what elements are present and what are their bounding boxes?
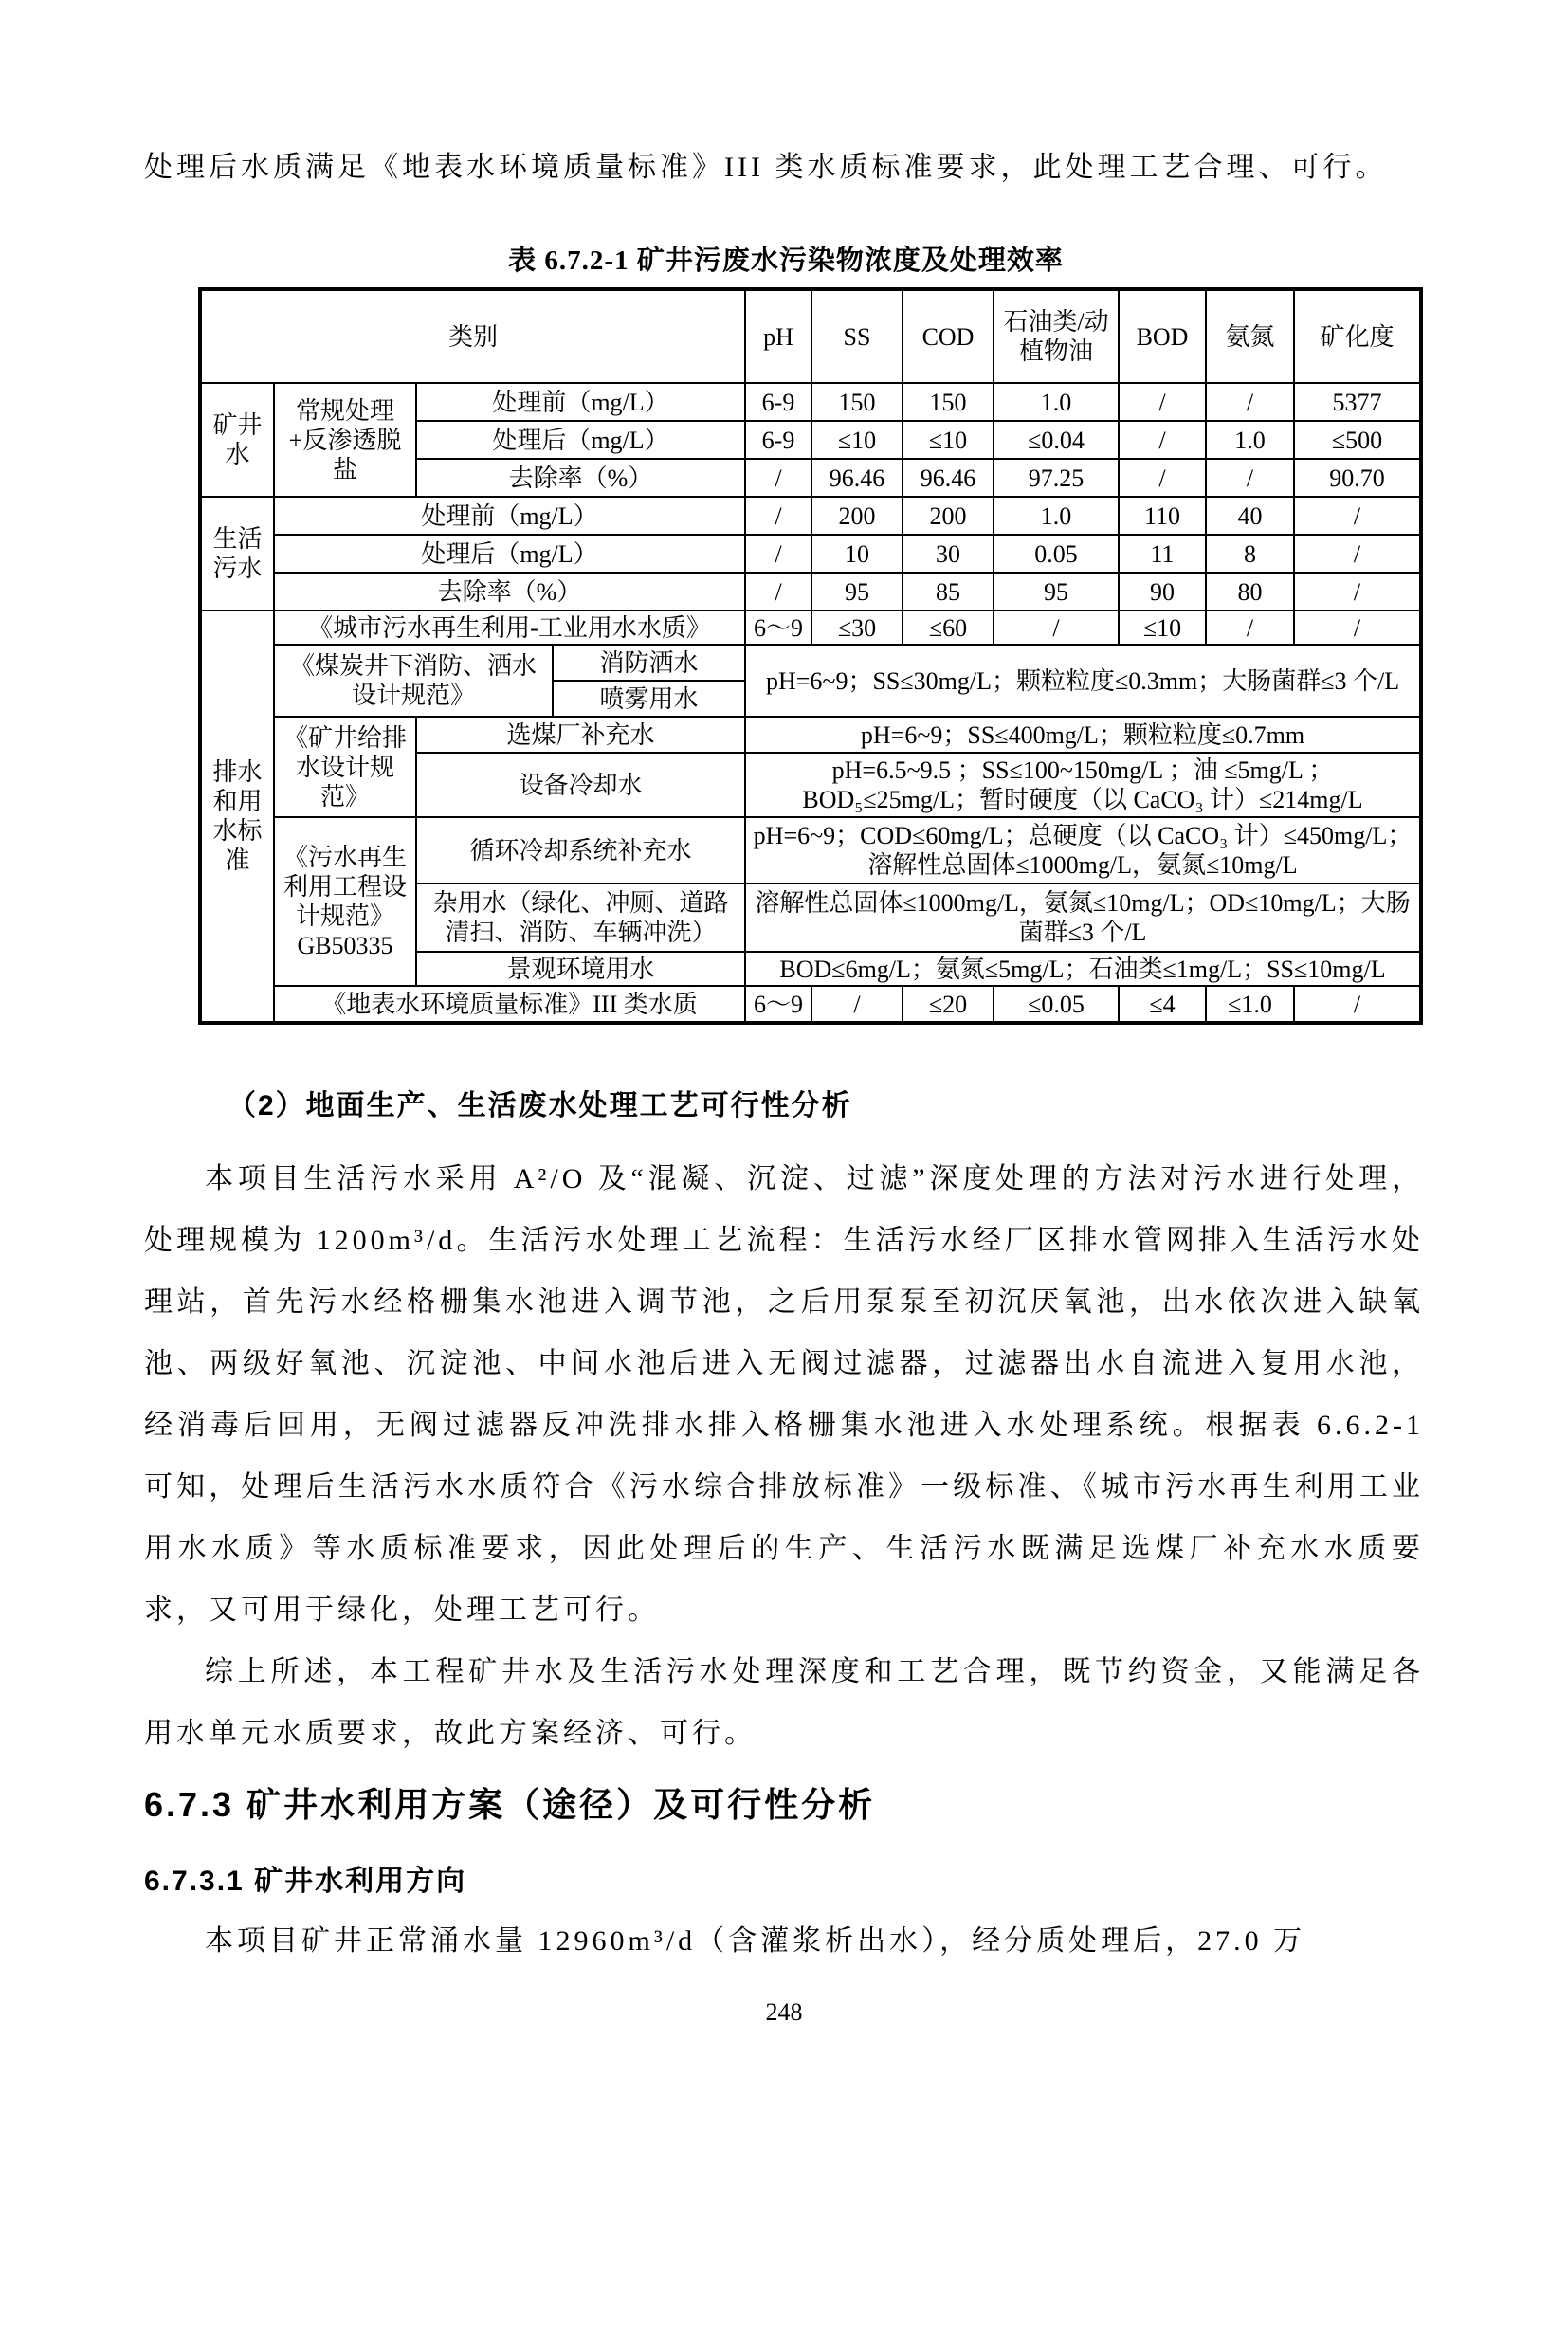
row-label: 处理后（mg/L） [274, 535, 745, 573]
page-number: 248 [765, 1998, 803, 2026]
value-cell: / [1206, 459, 1294, 497]
value-cell: ≤20 [903, 986, 994, 1023]
use-label: 喷雾用水 [553, 681, 745, 717]
value-cell: ≤4 [1119, 986, 1206, 1023]
value-cell: ≤60 [903, 610, 994, 645]
standard-name-mine-water-supply: 《矿井给排水设计规范》 [274, 717, 416, 817]
value-cell: 80 [1206, 573, 1294, 610]
value-cell: / [1294, 497, 1421, 535]
group-domestic-sewage: 生活污水 [200, 497, 274, 610]
value-cell: 5377 [1294, 383, 1421, 421]
value-cell: 200 [811, 497, 903, 535]
standard-content: BOD≤6mg/L；氨氮≤5mg/L；石油类≤1mg/L；SS≤10mg/L [745, 952, 1421, 986]
use-label: 循环冷却系统补充水 [416, 817, 745, 884]
value-cell: 96.46 [903, 459, 994, 497]
value-cell: 150 [903, 383, 994, 421]
value-cell: 30 [903, 535, 994, 573]
value-cell: / [1119, 383, 1206, 421]
standard-name-urban-reuse: 《城市污水再生利用-工业用水水质》 [274, 610, 745, 645]
standard-content: pH=6~9；SS≤400mg/L；颗粒粒度≤0.7mm [745, 717, 1421, 753]
value-cell: 11 [1119, 535, 1206, 573]
use-label: 选煤厂补充水 [416, 717, 745, 753]
pollutant-table [198, 287, 1423, 1025]
value-cell: ≤10 [811, 421, 903, 459]
value-cell: / [994, 610, 1119, 645]
row-label: 去除率（%） [274, 573, 745, 610]
row-label: 处理前（mg/L） [274, 497, 745, 535]
mine-water-process: 常规处理+反渗透脱盐 [274, 383, 416, 497]
value-cell: 40 [1206, 497, 1294, 535]
standard-name-surface-water: 《地表水环境质量标准》III 类水质 [274, 986, 745, 1023]
value-cell: 85 [903, 573, 994, 610]
value-cell: ≤1.0 [1206, 986, 1294, 1023]
header-ss: SS [811, 289, 903, 383]
value-cell: 150 [811, 383, 903, 421]
value-cell: 1.0 [994, 383, 1119, 421]
row-label: 去除率（%） [416, 459, 745, 497]
group-discharge-standards: 排水和用水标准 [200, 610, 274, 1023]
row-label: 处理前（mg/L） [416, 383, 745, 421]
standard-content: pH=6.5~9.5 ；SS≤100~150mg/L ；油 ≤5mg/L ；BOD₅≤25mg/L；暂时硬度（以 CaCO₃ 计）≤214mg/L [745, 753, 1421, 817]
header-mineralization: 矿化度 [1294, 289, 1421, 383]
value-cell: / [745, 497, 811, 535]
intro-paragraph: 处理后水质满足《地表水环境质量标准》III 类水质标准要求，此处理工艺合理、可行。 [144, 152, 1388, 183]
header-bod: BOD [1119, 289, 1206, 383]
value-cell: / [811, 986, 903, 1023]
value-cell: / [1206, 383, 1294, 421]
value-cell: / [1119, 459, 1206, 497]
section-2-heading: （2）地面生产、生活废水处理工艺可行性分析 [228, 1090, 852, 1121]
header-ph: pH [745, 289, 811, 383]
value-cell: 6～9 [745, 986, 811, 1023]
value-cell: 95 [811, 573, 903, 610]
standard-content: pH=6~9；COD≤60mg/L；总硬度（以 CaCO₃ 计）≤450mg/L；溶解性总固体≤1000mg/L，氨氮≤10mg/L [745, 817, 1421, 884]
value-cell: / [1119, 421, 1206, 459]
value-cell: / [745, 535, 811, 573]
section-2-paragraph-2: 综上所述，本工程矿井水及生活污水处理深度和工艺合理，既节约资金，又能满足各用水单元水质要求，故此方案经济、可行。 [144, 1656, 1424, 1749]
value-cell: / [745, 459, 811, 497]
value-cell: / [1294, 573, 1421, 610]
value-cell: 6-9 [745, 383, 811, 421]
header-oil: 石油类/动植物油 [994, 289, 1119, 383]
value-cell: 96.46 [811, 459, 903, 497]
value-cell: / [1206, 610, 1294, 645]
value-cell: / [1294, 986, 1421, 1023]
header-ammonia: 氨氮 [1206, 289, 1294, 383]
value-cell: ≤10 [1119, 610, 1206, 645]
value-cell: 200 [903, 497, 994, 535]
value-cell: 90 [1119, 573, 1206, 610]
value-cell: ≤500 [1294, 421, 1421, 459]
value-cell: 10 [811, 535, 903, 573]
document-page [0, 133, 1568, 2350]
section-6731-paragraph: 本项目矿井正常涌水量 12960m³/d（含灌浆析出水），经分质处理后，27.0 万 [205, 1925, 1306, 1957]
value-cell: / [1294, 610, 1421, 645]
value-cell: 6-9 [745, 421, 811, 459]
use-label: 消防洒水 [553, 645, 745, 681]
value-cell: ≤10 [903, 421, 994, 459]
standard-content: pH=6~9；SS≤30mg/L；颗粒粒度≤0.3mm；大肠菌群≤3 个/L [745, 645, 1421, 717]
use-label: 杂用水（绿化、冲厕、道路清扫、消防、车辆冲洗） [416, 884, 745, 952]
header-category: 类别 [200, 289, 745, 383]
row-label: 处理后（mg/L） [416, 421, 745, 459]
use-label: 景观环境用水 [416, 952, 745, 986]
value-cell: 0.05 [994, 535, 1119, 573]
standard-content: 溶解性总固体≤1000mg/L，氨氮≤10mg/L；OD≤10mg/L；大肠菌群≤3 个/L [745, 884, 1421, 952]
section-673-heading: 6.7.3 矿井水利用方案（途径）及可行性分析 [144, 1785, 876, 1824]
value-cell: ≤0.05 [994, 986, 1119, 1023]
standard-name-coal-mine-fire: 《煤炭井下消防、洒水设计规范》 [274, 645, 553, 717]
header-cod: COD [903, 289, 994, 383]
value-cell: 90.70 [1294, 459, 1421, 497]
use-label: 设备冷却水 [416, 753, 745, 817]
standard-name-wastewater-reuse: 《污水再生利用工程设计规范》GB50335 [274, 817, 416, 986]
value-cell: 97.25 [994, 459, 1119, 497]
value-cell: ≤30 [811, 610, 903, 645]
value-cell: / [1294, 535, 1421, 573]
value-cell: / [745, 573, 811, 610]
value-cell: 95 [994, 573, 1119, 610]
section-2-paragraph-1: 本项目生活污水采用 A²/O 及“混凝、沉淀、过滤”深度处理的方法对污水进行处理，处理规模为 1200m³/d。生活污水处理工艺流程：生活污水经厂区排水管网排入生活污水处理站，首先污水经格栅集水池进入调节池，之后用泵泵至初沉厌氧池，出水依次进入缺氧池、两级好氧池、沉淀池、中间水池后进入无阀过滤器，过滤器出水自流进入复用水池，经消毒后回用，无阀过滤器反冲洗排水排入格栅集水池进入水处理系统。根据表 6.6.2-1 可知，处理后生活污水水质符合《污水综合排放标准》一级标准、《城市污水再生利用工业用水水质》等水质标准要求，因此处理后的生产、生活污水既满足选煤厂补充水水质要求，又可用于绿化，处理工艺可行。 [144, 1163, 1424, 1626]
value-cell: 1.0 [994, 497, 1119, 535]
value-cell: 8 [1206, 535, 1294, 573]
value-cell: 110 [1119, 497, 1206, 535]
value-cell: 6～9 [745, 610, 811, 645]
value-cell: 1.0 [1206, 421, 1294, 459]
section-6731-heading: 6.7.3.1 矿井水利用方向 [144, 1866, 467, 1897]
group-mine-water: 矿井水 [200, 383, 274, 497]
table-title: 表 6.7.2-1 矿井污废水污染物浓度及处理效率 [508, 246, 1064, 276]
value-cell: ≤0.04 [994, 421, 1119, 459]
